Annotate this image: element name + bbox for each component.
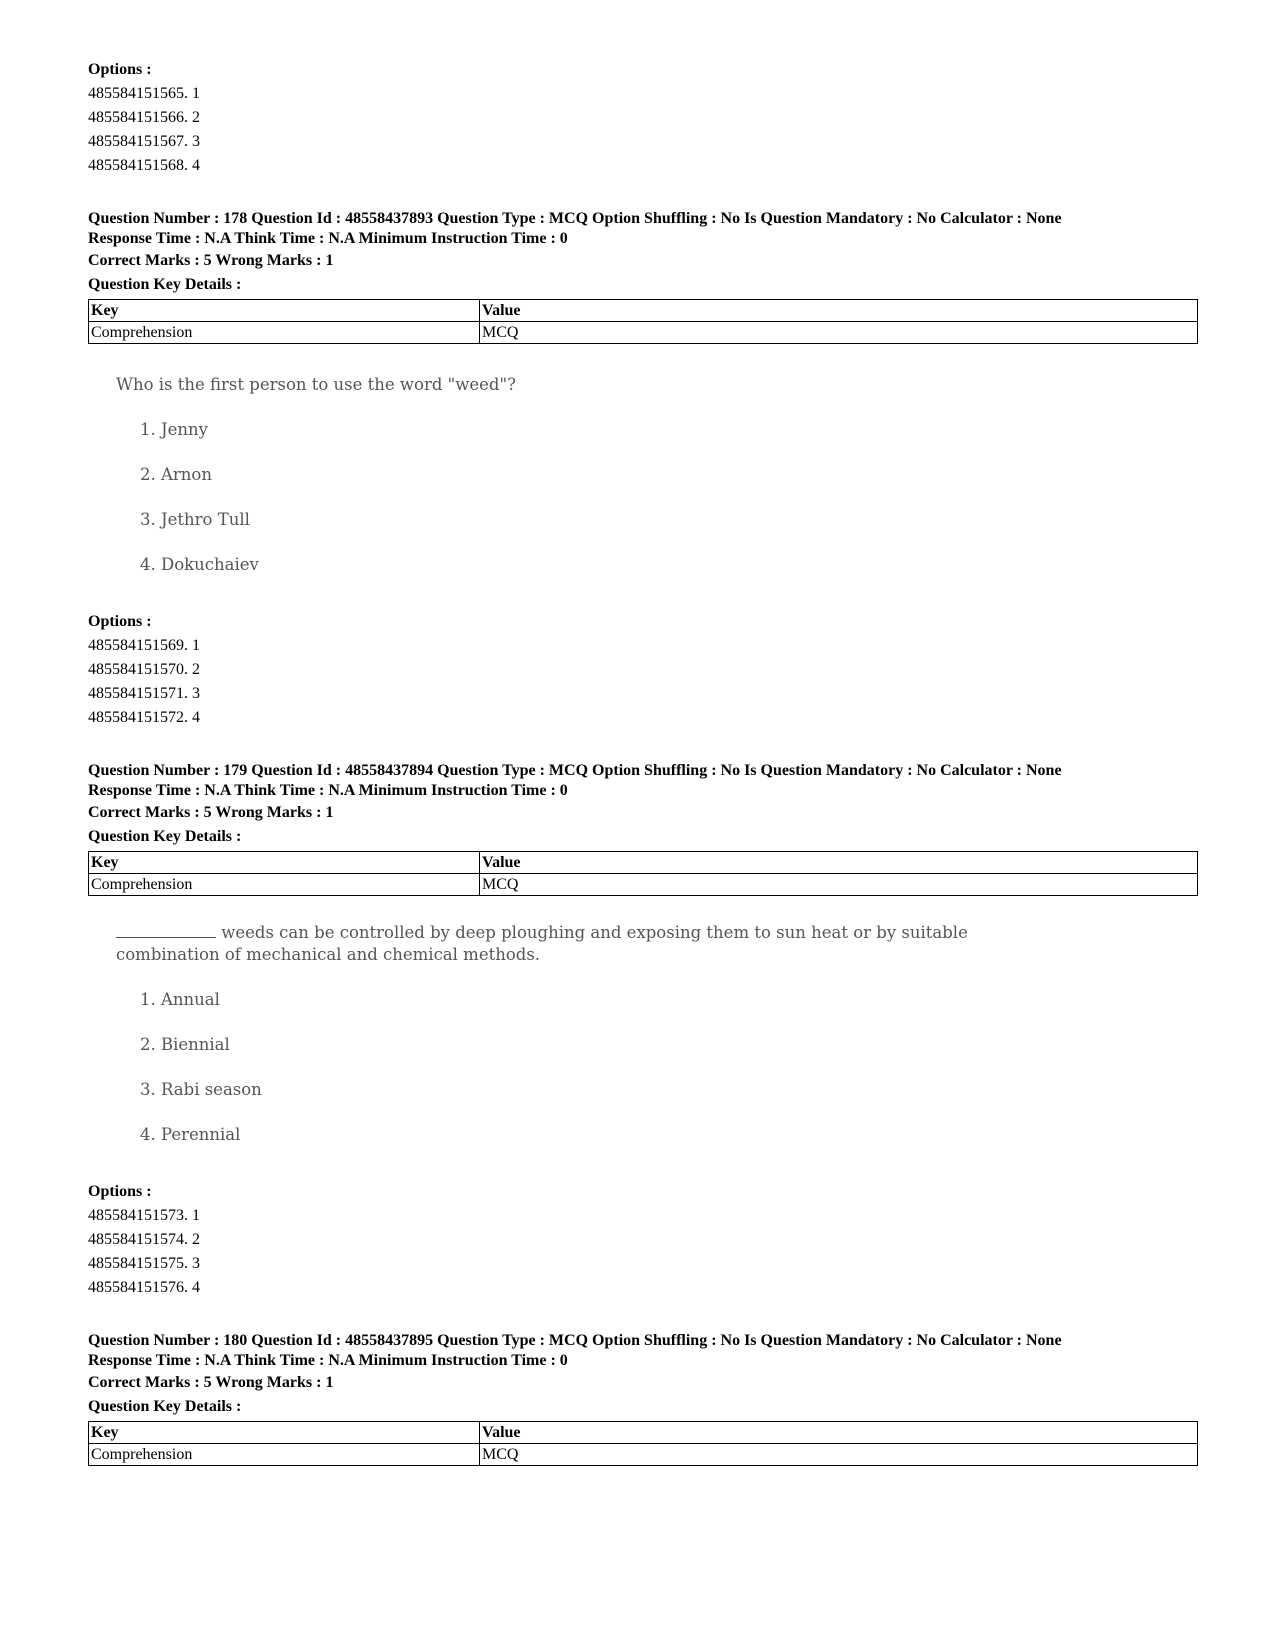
document-page [88, 58, 1198, 1466]
table-header-value: Value [480, 1422, 1198, 1444]
table-header-row [89, 1422, 1198, 1444]
question-timing-line: Response Time : N.A Think Time : N.A Minimum Instruction Time : 0 [88, 1352, 568, 1369]
table-header-row [89, 852, 1198, 874]
table-row [89, 322, 1198, 344]
options-block [88, 1180, 1198, 1300]
choice-item: 4. Dokuchaiev [140, 555, 259, 574]
question-meta-line: Question Number : 180 Question Id : 48558437895 Question Type : MCQ Option Shuffling : No Is Question Mandatory : No Calculator : None [88, 1332, 1062, 1349]
question-text-part: weeds can be controlled by deep ploughing and exposing them to sun heat or by suitable [221, 923, 968, 942]
option-line: 485584151574. 2 [88, 1231, 200, 1248]
table-cell-key: Comprehension [89, 874, 480, 896]
options-label: Options : [88, 613, 152, 630]
table-row [89, 1444, 1198, 1466]
table-cell-key: Comprehension [89, 322, 480, 344]
choice-item: 4. Perennial [140, 1125, 241, 1144]
question-choices [116, 419, 1198, 576]
table-header-value: Value [480, 300, 1198, 322]
table-cell-value: MCQ [480, 874, 1198, 896]
table-header-key: Key [89, 1422, 480, 1444]
option-line: 485584151571. 3 [88, 685, 200, 702]
option-line: 485584151575. 3 [88, 1255, 200, 1272]
question-text [116, 922, 1198, 944]
options-label: Options : [88, 1183, 152, 1200]
option-line: 485584151573. 1 [88, 1207, 200, 1224]
question-meta-line: Question Number : 178 Question Id : 48558437893 Question Type : MCQ Option Shuffling : No Is Question Mandatory : No Calculator : None [88, 210, 1062, 227]
question-block-178 [88, 209, 1198, 730]
table-cell-key: Comprehension [89, 1444, 480, 1466]
choice-item: 3. Rabi season [140, 1080, 262, 1099]
question-image [116, 922, 1198, 1146]
option-line: 485584151565. 1 [88, 85, 200, 102]
question-key-details-label: Question Key Details : [88, 1398, 242, 1415]
table-cell-value: MCQ [480, 322, 1198, 344]
question-meta-line: Question Number : 179 Question Id : 48558437894 Question Type : MCQ Option Shuffling : No Is Question Mandatory : No Calculator : None [88, 762, 1062, 779]
options-block-prev [88, 58, 1198, 178]
question-key-table [88, 1421, 1198, 1466]
question-key-details-label: Question Key Details : [88, 828, 242, 845]
option-line: 485584151569. 1 [88, 637, 200, 654]
question-text-part: combination of mechanical and chemical methods. [116, 945, 541, 964]
table-header-key: Key [89, 852, 480, 874]
table-cell-value: MCQ [480, 1444, 1198, 1466]
table-header-row [89, 300, 1198, 322]
question-image [116, 374, 1198, 576]
question-block-179 [88, 761, 1198, 1300]
options-label: Options : [88, 61, 152, 78]
question-timing-line: Response Time : N.A Think Time : N.A Minimum Instruction Time : 0 [88, 230, 568, 247]
question-text: Who is the first person to use the word "weed"? [116, 375, 516, 394]
table-row [89, 874, 1198, 896]
fill-in-blank [116, 923, 216, 938]
question-marks: Correct Marks : 5 Wrong Marks : 1 [88, 1374, 334, 1391]
question-key-table [88, 299, 1198, 344]
option-line: 485584151567. 3 [88, 133, 200, 150]
option-line: 485584151572. 4 [88, 709, 200, 726]
choice-item: 1. Jenny [140, 420, 208, 439]
question-key-details-label: Question Key Details : [88, 276, 242, 293]
question-block-180 [88, 1331, 1198, 1466]
choice-item: 2. Arnon [140, 465, 212, 484]
question-key-table [88, 851, 1198, 896]
choice-item: 3. Jethro Tull [140, 510, 250, 529]
options-block [88, 610, 1198, 730]
option-line: 485584151570. 2 [88, 661, 200, 678]
question-timing-line: Response Time : N.A Think Time : N.A Minimum Instruction Time : 0 [88, 782, 568, 799]
option-line: 485584151568. 4 [88, 157, 200, 174]
option-line: 485584151576. 4 [88, 1279, 200, 1296]
table-header-value: Value [480, 852, 1198, 874]
choice-item: 2. Biennial [140, 1035, 230, 1054]
question-choices [116, 989, 1198, 1146]
question-marks: Correct Marks : 5 Wrong Marks : 1 [88, 804, 334, 821]
question-marks: Correct Marks : 5 Wrong Marks : 1 [88, 252, 334, 269]
table-header-key: Key [89, 300, 480, 322]
choice-item: 1. Annual [140, 990, 220, 1009]
option-line: 485584151566. 2 [88, 109, 200, 126]
